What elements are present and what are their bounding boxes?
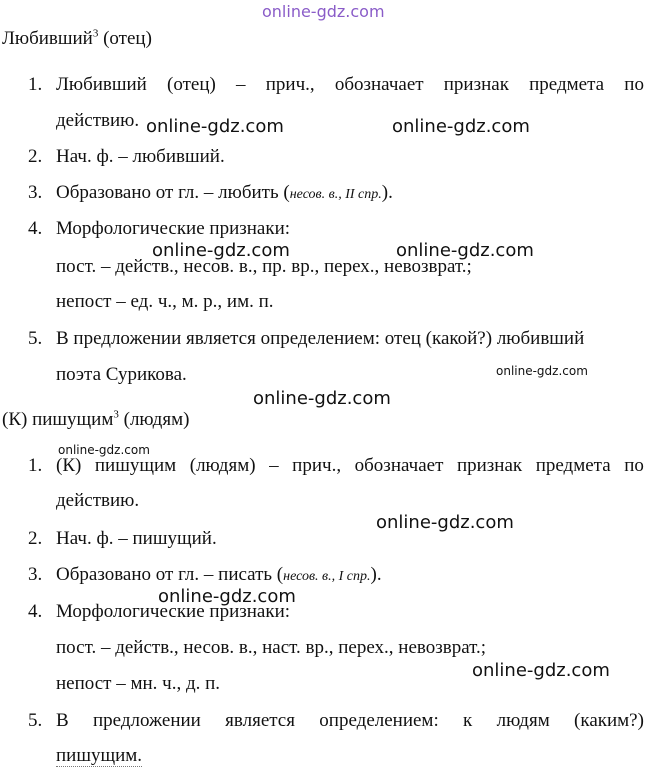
s1-item4-line2: пост. – действ., несов. в., пр. вр., перех., невозврат.; <box>56 256 472 277</box>
word: прич., <box>292 455 342 476</box>
s1-item3-italic: несов. в., II спр. <box>289 187 382 202</box>
s1-item2-number: 2. <box>28 146 43 167</box>
s2-item4-line3: непост – мн. ч., д. п. <box>56 673 221 694</box>
s1-item3-number: 3. <box>28 182 43 203</box>
word: признак <box>443 74 509 95</box>
word: к <box>463 710 473 731</box>
s1-item1-line1 <box>56 74 644 96</box>
word: обозначает <box>334 74 424 95</box>
s1-item4-line3: непост – ед. ч., м. р., им. п. <box>56 291 274 312</box>
word: пишущим <box>94 455 177 476</box>
s1-item3-text <box>56 182 393 206</box>
watermark: online-gdz.com <box>146 116 284 137</box>
section1-heading <box>2 28 152 50</box>
word: – <box>236 74 246 95</box>
word: (К) <box>56 455 82 476</box>
s2-item5-line1 <box>56 710 644 732</box>
section1-heading-word: Любивший <box>2 28 93 49</box>
s2-item5-line2 <box>56 745 142 767</box>
watermark: online-gdz.com <box>392 116 530 137</box>
word: Любивший <box>56 74 147 95</box>
s1-item1-line2: действию. <box>56 110 140 131</box>
s1-item5-line1: В предложении является определением: отец (какой?) любивший <box>56 328 585 349</box>
s1-item2-text: Нач. ф. – любивший. <box>56 146 225 167</box>
word: предмета <box>535 455 611 476</box>
s1-item1-number: 1. <box>28 74 43 95</box>
watermark: online-gdz.com <box>152 240 290 261</box>
s2-item5-line2-text: пишущим. <box>56 745 143 766</box>
word: признак <box>456 455 523 476</box>
word: людям <box>496 710 550 731</box>
word: предмета <box>529 74 605 95</box>
section2-heading-sup: 3 <box>113 408 119 421</box>
section2-heading-rest: (людям) <box>123 409 190 430</box>
s1-item4-number: 4. <box>28 218 43 239</box>
word: обозначает <box>354 455 444 476</box>
s2-item1-line1 <box>56 455 644 477</box>
word: – <box>269 455 279 476</box>
section1-heading-sup: 3 <box>92 27 99 40</box>
word: (отец) <box>167 74 216 95</box>
s2-item4-line2: пост. – действ., несов. в., наст. вр., перех., невозврат.; <box>56 637 487 658</box>
s1-item3-after: ). <box>381 182 393 203</box>
s1-item5-line2: поэта Сурикова. <box>56 364 187 385</box>
word: прич., <box>265 74 315 95</box>
word: по <box>624 74 644 95</box>
s1-item4-text: Морфологические признаки: <box>56 218 291 239</box>
s2-item3-after: ). <box>370 564 382 585</box>
watermark: online-gdz.com <box>253 388 391 409</box>
s2-item5-number: 5. <box>28 710 43 731</box>
s2-item2-number: 2. <box>28 528 43 549</box>
s1-item3-before: Образовано от гл. – любить ( <box>56 182 290 203</box>
watermark-top: online-gdz.com <box>262 2 385 21</box>
watermark: online-gdz.com <box>376 512 514 533</box>
watermark: online-gdz.com <box>472 660 610 681</box>
word: В <box>56 710 69 731</box>
word: предложении <box>93 710 201 731</box>
s2-item2-text: Нач. ф. – пишущий. <box>56 528 217 549</box>
s2-item3-text <box>56 564 382 588</box>
s2-item4-text: Морфологические признаки: <box>56 601 291 622</box>
watermark: online-gdz.com <box>158 586 296 607</box>
watermark: online-gdz.com <box>58 443 150 457</box>
word: (людям) <box>189 455 256 476</box>
s2-item1-number: 1. <box>28 455 43 476</box>
section1-heading-rest: (отец) <box>103 28 152 49</box>
s2-item3-number: 3. <box>28 564 43 585</box>
word: определением: <box>319 710 439 731</box>
s2-item4-number: 4. <box>28 601 43 622</box>
word: (каким?) <box>574 710 644 731</box>
word: по <box>624 455 644 476</box>
watermark: online-gdz.com <box>396 240 534 261</box>
section2-heading-word: (К) пишущим <box>2 409 114 430</box>
section2-heading <box>2 409 189 431</box>
word: является <box>225 710 295 731</box>
s2-item3-italic: несов. в., I спр. <box>283 569 371 584</box>
s1-item5-number: 5. <box>28 328 43 349</box>
s2-item3-before: Образовано от гл. – писать ( <box>56 564 284 585</box>
s2-item1-line2: действию. <box>56 490 140 511</box>
watermark: online-gdz.com <box>496 364 588 378</box>
